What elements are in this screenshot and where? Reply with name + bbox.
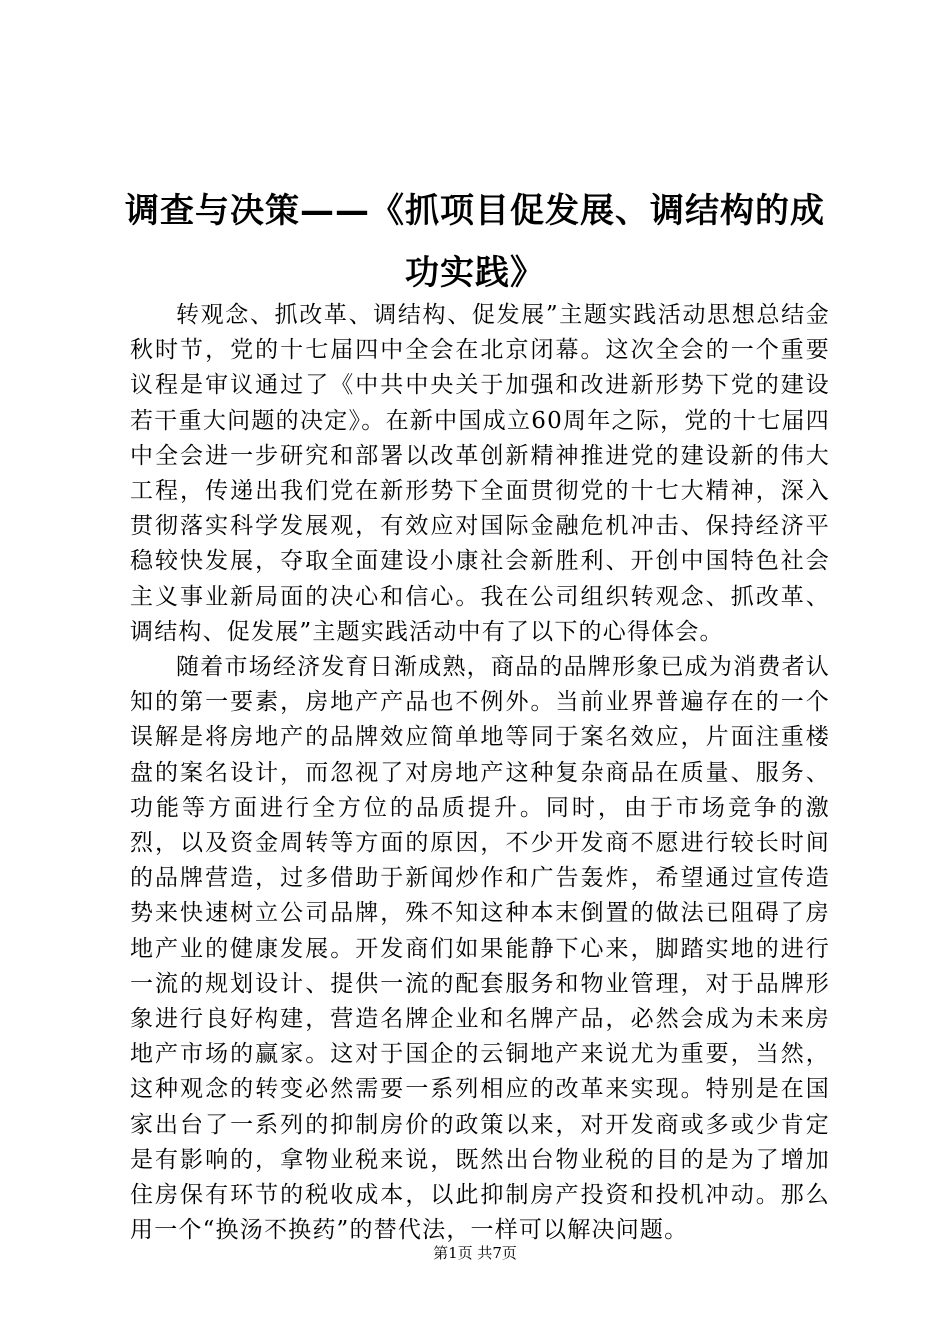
paragraph-1: 转观念、抓改革、调结构、促发展”主题实践活动思想总结金秋时节，党的十七届四中全会在北京闭幕。这次全会的一个重要议程是审议通过了《中共中央关于加强和改进新形势下党的建设若干重大问题的决定》。在新中国成立60周年之际，党的十七届四中全会进一步研究和部署以改革创新精神推进党的建设新的伟大工程，传递出我们党在新形势下全面贯彻党的十七大精神，深入贯彻落实科学发展观，有效应对国际金融危机冲击、保持经济平稳较快发展，夺取全面建设小康社会新胜利、开创中国特色社会主义事业新局面的决心和信心。我在公司组织转观念、抓改革、调结构、促发展”主题实践活动中有了以下的心得体会。	[130, 302, 830, 645]
document-title: 调查与决策——《抓项目促发展、调结构的成功实践》	[125, 191, 825, 293]
page-number-footer: 第1页 共7页	[433, 1244, 517, 1262]
paragraph-2: 随着市场经济发育日渐成熟，商品的品牌形象已成为消费者认知的第一要素，房地产产品也不例外。当前业界普遍存在的一个误解是将房地产的品牌效应简单地等同于案名效应，片面注重楼盘的案名设计，而忽视了对房地产这种复杂商品在质量、服务、功能等方面进行全方位的品质提升。同时，由于市场竞争的激烈，以及资金周转等方面的原因，不少开发商不愿进行较长时间的品牌营造，过多借助于新闻炒作和广告轰炸，希望通过宣传造势来快速树立公司品牌，殊不知这种本末倒置的做法已阻碍了房地产业的健康发展。开发商们如果能静下心来，脚踏实地的进行一流的规划设计、提供一流的配套服务和物业管理，对于品牌形象进行良好构建，营造名牌企业和名牌产品，必然会成为未来房地产市场的赢家。这对于国企的云铜地产来说尤为重要，当然，这种观念的转变必然需要一系列相应的改革来实现。特别是在国家出台了一系列的抑制房价的政策以来，对开发商或多或少肯定是有影响的，拿物业税来说，既然出台物业税的目的是为了增加住房保有环节的税收成本，以此抑制房产投资和投机冲动。那么用一个“换汤不换药”的替代法，一样可以解决问题。	[130, 654, 830, 1244]
document-body	[130, 298, 830, 1248]
